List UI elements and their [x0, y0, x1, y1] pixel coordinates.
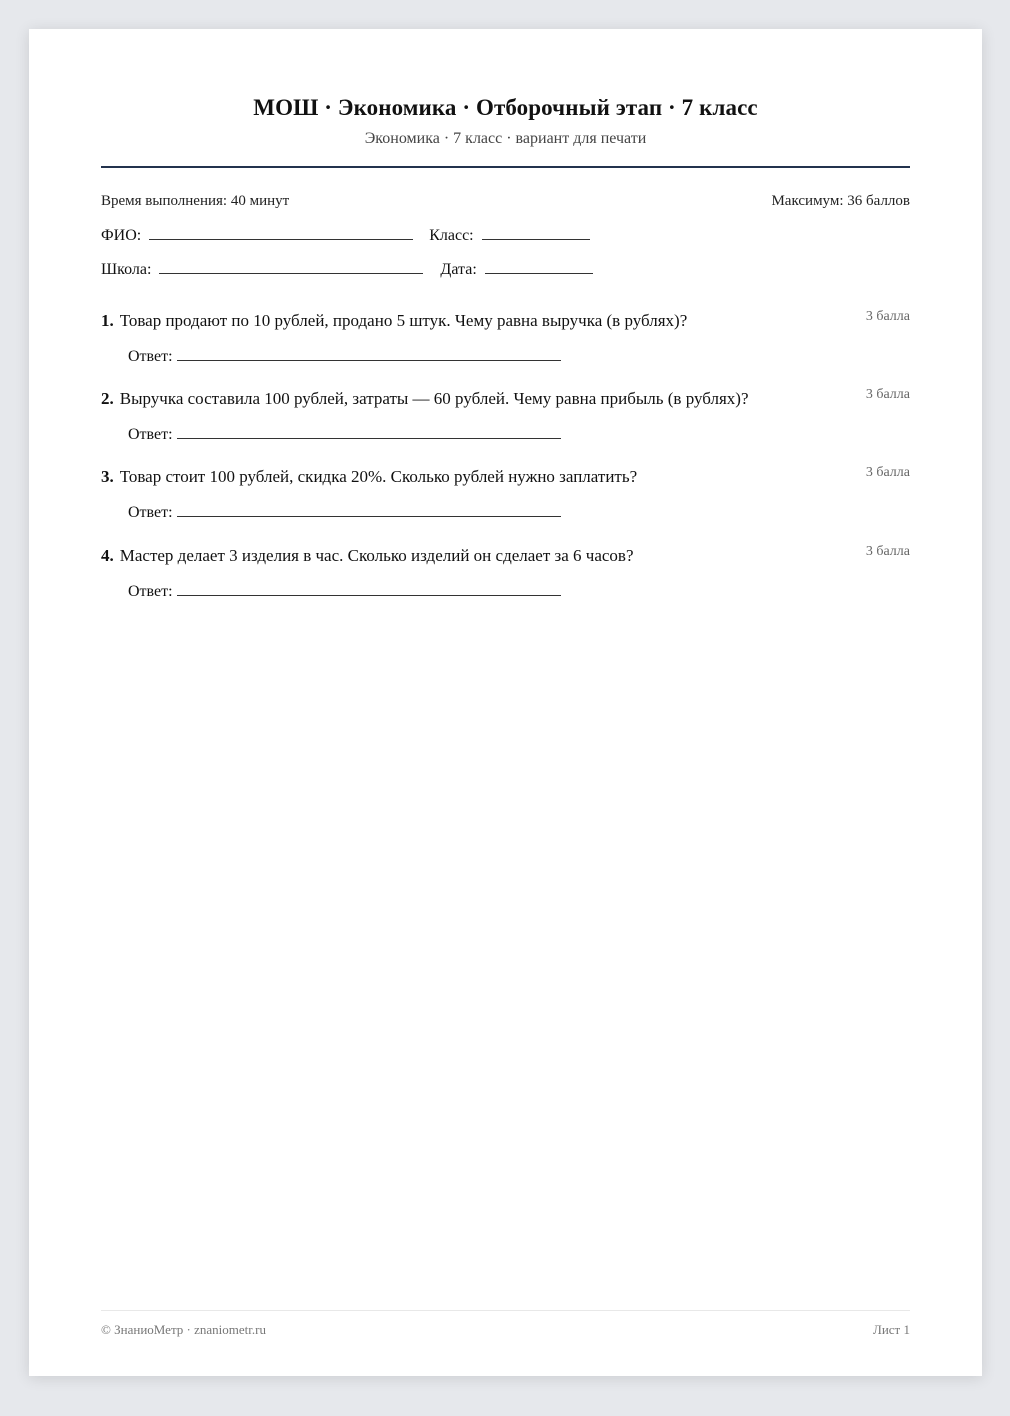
question-points: 3 балла [865, 309, 910, 324]
header-divider [101, 166, 910, 168]
answer-row [128, 424, 561, 444]
date-field[interactable] [485, 259, 593, 274]
class-label: Класс: [429, 227, 474, 244]
answer-row [128, 346, 561, 366]
time-limit: Время выполнения: 40 минут [101, 193, 290, 209]
footer-copyright: © ЗнаниоМетр · znaniometr.ru [101, 1322, 266, 1337]
question-number: 3. [101, 467, 114, 486]
question-text [101, 311, 687, 331]
question-body: Мастер делает 3 изделия в час. Сколько изделий он сделает за 6 часов? [119, 546, 634, 565]
footer-sheet-number: Лист 1 [873, 1322, 910, 1337]
question-body: Товар продают по 10 рублей, продано 5 штук. Чему равна выручка (в рублях)? [119, 311, 688, 330]
answer-label: Ответ: [128, 583, 173, 600]
school-label: Школа: [101, 261, 152, 278]
page-subtitle: Экономика · 7 класс · вариант для печати [364, 130, 647, 147]
answer-label: Ответ: [128, 504, 173, 521]
footer-divider [101, 1310, 910, 1311]
sheet-content [101, 29, 910, 1376]
answer-field[interactable] [177, 346, 561, 361]
question-points: 3 балла [865, 544, 910, 559]
question-text [101, 389, 749, 409]
question-points: 3 балла [865, 465, 910, 480]
question-body: Товар стоит 100 рублей, скидка 20%. Сколько рублей нужно заплатить? [119, 467, 638, 486]
answer-field[interactable] [177, 424, 561, 439]
class-field[interactable] [482, 225, 590, 240]
fio-class-row [101, 225, 590, 245]
answer-field[interactable] [177, 581, 561, 596]
question-points: 3 балла [865, 387, 910, 402]
answer-row [128, 581, 561, 601]
question-number: 4. [101, 546, 114, 565]
answer-label: Ответ: [128, 348, 173, 365]
fio-label: ФИО: [101, 227, 142, 244]
answer-label: Ответ: [128, 426, 173, 443]
fio-field[interactable] [149, 225, 413, 240]
question-body: Выручка составила 100 рублей, затраты — 60 рублей. Чему равна прибыль (в рублях)? [119, 389, 749, 408]
school-date-row [101, 259, 593, 279]
answer-field[interactable] [177, 502, 561, 517]
date-label: Дата: [440, 261, 477, 278]
question-text [101, 467, 637, 487]
school-field[interactable] [159, 259, 423, 274]
document-sheet [29, 29, 982, 1376]
question-text [101, 546, 634, 566]
answer-row [128, 502, 561, 522]
page-title: МОШ · Экономика · Отборочный этап · 7 класс [253, 95, 758, 120]
question-number: 2. [101, 389, 114, 408]
question-number: 1. [101, 311, 114, 330]
max-score: Максимум: 36 баллов [771, 193, 910, 209]
